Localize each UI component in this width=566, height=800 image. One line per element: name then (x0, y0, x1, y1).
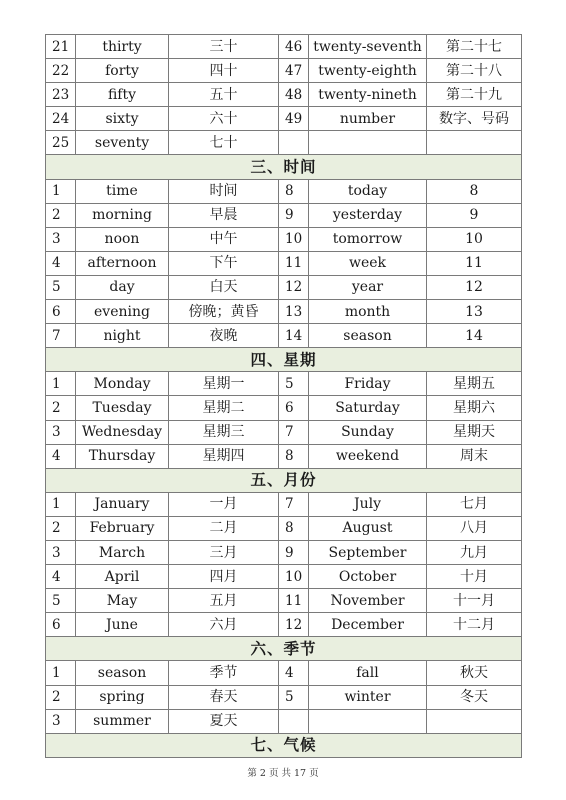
cell-index-left: 1 (46, 661, 76, 685)
cell-index-right: 7 (279, 492, 309, 516)
cell-meaning-left: 六月 (169, 613, 279, 637)
cell-index-left: 2 (46, 516, 76, 540)
cell-index-left: 1 (46, 492, 76, 516)
cell-meaning-right: 冬天 (427, 685, 522, 709)
cell-meaning-right: 周末 (427, 444, 522, 468)
cell-index-right (279, 709, 309, 733)
cell-index-left: 23 (46, 83, 76, 107)
table-row (46, 589, 522, 613)
cell-meaning-right: 第二十七 (427, 35, 522, 59)
vocabulary-table-body (46, 35, 522, 758)
cell-word-right: yesterday (309, 203, 427, 227)
cell-meaning-left: 季节 (169, 661, 279, 685)
section-header-row (46, 468, 522, 492)
cell-word-left: time (76, 179, 169, 203)
cell-word-left: spring (76, 685, 169, 709)
cell-meaning-right: 星期天 (427, 420, 522, 444)
cell-meaning-right: 11 (427, 251, 522, 275)
cell-meaning-right: 星期六 (427, 396, 522, 420)
cell-word-right: week (309, 251, 427, 275)
table-row (46, 685, 522, 709)
cell-word-left: March (76, 540, 169, 564)
table-row (46, 420, 522, 444)
section-title: 三、时间 (46, 155, 522, 179)
cell-word-right: fall (309, 661, 427, 685)
cell-meaning-right: 九月 (427, 540, 522, 564)
table-row (46, 661, 522, 685)
cell-meaning-left: 夏天 (169, 709, 279, 733)
cell-word-left: Monday (76, 372, 169, 396)
cell-index-left: 4 (46, 444, 76, 468)
cell-word-right: Friday (309, 372, 427, 396)
section-header-row (46, 733, 522, 757)
cell-meaning-right: 十二月 (427, 613, 522, 637)
cell-meaning-right: 秋天 (427, 661, 522, 685)
cell-meaning-left: 时间 (169, 179, 279, 203)
section-title: 七、气候 (46, 733, 522, 757)
cell-word-left: night (76, 324, 169, 348)
cell-word-left: seventy (76, 131, 169, 155)
cell-meaning-right: 十月 (427, 565, 522, 589)
cell-meaning-left: 四月 (169, 565, 279, 589)
cell-meaning-right: 第二十九 (427, 83, 522, 107)
cell-meaning-right: 八月 (427, 516, 522, 540)
cell-index-left: 1 (46, 372, 76, 396)
cell-index-left: 24 (46, 107, 76, 131)
cell-meaning-right: 十一月 (427, 589, 522, 613)
table-row (46, 492, 522, 516)
table-row (46, 35, 522, 59)
cell-index-left: 5 (46, 275, 76, 299)
cell-word-left: evening (76, 300, 169, 324)
cell-meaning-right: 12 (427, 275, 522, 299)
cell-index-right: 10 (279, 565, 309, 589)
cell-word-left: June (76, 613, 169, 637)
cell-word-right: month (309, 300, 427, 324)
cell-meaning-left: 五十 (169, 83, 279, 107)
section-header-row (46, 348, 522, 372)
cell-meaning-left: 四十 (169, 59, 279, 83)
cell-index-right: 6 (279, 396, 309, 420)
cell-index-right: 11 (279, 589, 309, 613)
table-row (46, 444, 522, 468)
cell-index-left: 2 (46, 203, 76, 227)
cell-index-right: 48 (279, 83, 309, 107)
cell-word-left: February (76, 516, 169, 540)
cell-word-right (309, 709, 427, 733)
cell-index-right: 11 (279, 251, 309, 275)
cell-meaning-left: 五月 (169, 589, 279, 613)
cell-index-right: 8 (279, 444, 309, 468)
cell-word-right: Sunday (309, 420, 427, 444)
cell-meaning-left: 七十 (169, 131, 279, 155)
cell-meaning-right: 14 (427, 324, 522, 348)
cell-word-right: August (309, 516, 427, 540)
cell-word-right: winter (309, 685, 427, 709)
cell-word-right: July (309, 492, 427, 516)
cell-word-left: Wednesday (76, 420, 169, 444)
page-footer: 第 2 页 共 17 页 (247, 768, 319, 779)
cell-index-right: 12 (279, 275, 309, 299)
section-header-row (46, 155, 522, 179)
cell-index-right: 12 (279, 613, 309, 637)
cell-word-right: today (309, 179, 427, 203)
cell-index-right: 5 (279, 685, 309, 709)
cell-index-right: 14 (279, 324, 309, 348)
cell-index-left: 2 (46, 396, 76, 420)
cell-index-right: 49 (279, 107, 309, 131)
table-row (46, 203, 522, 227)
cell-word-left: April (76, 565, 169, 589)
cell-meaning-left: 下午 (169, 251, 279, 275)
cell-word-right: twenty-nineth (309, 83, 427, 107)
cell-index-right: 46 (279, 35, 309, 59)
cell-word-right: September (309, 540, 427, 564)
section-title: 六、季节 (46, 637, 522, 661)
table-row (46, 613, 522, 637)
cell-word-right (309, 131, 427, 155)
cell-word-right: twenty-seventh (309, 35, 427, 59)
cell-index-left: 21 (46, 35, 76, 59)
cell-word-right: Saturday (309, 396, 427, 420)
table-row (46, 396, 522, 420)
cell-index-left: 2 (46, 685, 76, 709)
cell-word-left: day (76, 275, 169, 299)
cell-word-right: weekend (309, 444, 427, 468)
cell-meaning-left: 六十 (169, 107, 279, 131)
cell-index-left: 4 (46, 251, 76, 275)
table-row (46, 83, 522, 107)
cell-index-left: 1 (46, 179, 76, 203)
cell-meaning-left: 傍晚；黄昏 (169, 300, 279, 324)
cell-index-right (279, 131, 309, 155)
cell-word-right: year (309, 275, 427, 299)
cell-meaning-left: 星期一 (169, 372, 279, 396)
cell-word-left: fifty (76, 83, 169, 107)
cell-meaning-right: 9 (427, 203, 522, 227)
cell-word-left: season (76, 661, 169, 685)
cell-index-right: 8 (279, 179, 309, 203)
cell-meaning-left: 星期二 (169, 396, 279, 420)
cell-word-left: summer (76, 709, 169, 733)
cell-index-right: 9 (279, 203, 309, 227)
cell-word-left: morning (76, 203, 169, 227)
cell-index-left: 3 (46, 227, 76, 251)
cell-word-right: season (309, 324, 427, 348)
cell-word-right: number (309, 107, 427, 131)
cell-index-left: 5 (46, 589, 76, 613)
cell-index-right: 47 (279, 59, 309, 83)
cell-word-left: sixty (76, 107, 169, 131)
cell-index-right: 5 (279, 372, 309, 396)
table-row (46, 300, 522, 324)
section-title: 四、星期 (46, 348, 522, 372)
cell-meaning-right: 8 (427, 179, 522, 203)
cell-index-left: 22 (46, 59, 76, 83)
cell-meaning-left: 一月 (169, 492, 279, 516)
cell-word-left: afternoon (76, 251, 169, 275)
vocabulary-sheet (45, 34, 521, 758)
cell-meaning-left: 三月 (169, 540, 279, 564)
cell-word-left: Thursday (76, 444, 169, 468)
cell-word-left: thirty (76, 35, 169, 59)
cell-index-right: 10 (279, 227, 309, 251)
cell-meaning-left: 三十 (169, 35, 279, 59)
cell-index-right: 9 (279, 540, 309, 564)
cell-word-right: October (309, 565, 427, 589)
cell-index-left: 7 (46, 324, 76, 348)
table-row (46, 540, 522, 564)
cell-meaning-left: 星期三 (169, 420, 279, 444)
cell-meaning-right: 第二十八 (427, 59, 522, 83)
table-row (46, 275, 522, 299)
cell-index-left: 3 (46, 709, 76, 733)
vocabulary-table (45, 34, 522, 758)
cell-meaning-left: 白天 (169, 275, 279, 299)
cell-word-left: May (76, 589, 169, 613)
cell-index-left: 3 (46, 420, 76, 444)
cell-meaning-left: 中午 (169, 227, 279, 251)
cell-index-right: 13 (279, 300, 309, 324)
cell-meaning-right: 10 (427, 227, 522, 251)
cell-meaning-left: 夜晚 (169, 324, 279, 348)
cell-word-left: forty (76, 59, 169, 83)
cell-meaning-left: 早晨 (169, 203, 279, 227)
cell-word-right: tomorrow (309, 227, 427, 251)
table-row (46, 565, 522, 589)
table-row (46, 251, 522, 275)
cell-word-right: twenty-eighth (309, 59, 427, 83)
table-row (46, 59, 522, 83)
cell-meaning-right (427, 709, 522, 733)
cell-meaning-right: 七月 (427, 492, 522, 516)
cell-index-left: 3 (46, 540, 76, 564)
table-row (46, 227, 522, 251)
cell-meaning-right: 星期五 (427, 372, 522, 396)
cell-meaning-left: 二月 (169, 516, 279, 540)
cell-meaning-right (427, 131, 522, 155)
cell-meaning-right: 13 (427, 300, 522, 324)
section-header-row (46, 637, 522, 661)
table-row (46, 107, 522, 131)
cell-meaning-right: 数字、号码 (427, 107, 522, 131)
table-row (46, 372, 522, 396)
section-title: 五、月份 (46, 468, 522, 492)
cell-word-left: Tuesday (76, 396, 169, 420)
cell-meaning-left: 星期四 (169, 444, 279, 468)
cell-word-right: December (309, 613, 427, 637)
cell-index-right: 8 (279, 516, 309, 540)
cell-word-left: noon (76, 227, 169, 251)
cell-meaning-left: 春天 (169, 685, 279, 709)
cell-word-right: November (309, 589, 427, 613)
cell-index-right: 4 (279, 661, 309, 685)
table-row (46, 324, 522, 348)
cell-word-left: January (76, 492, 169, 516)
cell-index-left: 4 (46, 565, 76, 589)
cell-index-left: 6 (46, 300, 76, 324)
table-row (46, 709, 522, 733)
table-row (46, 516, 522, 540)
table-row (46, 179, 522, 203)
cell-index-left: 25 (46, 131, 76, 155)
cell-index-right: 7 (279, 420, 309, 444)
table-row (46, 131, 522, 155)
cell-index-left: 6 (46, 613, 76, 637)
